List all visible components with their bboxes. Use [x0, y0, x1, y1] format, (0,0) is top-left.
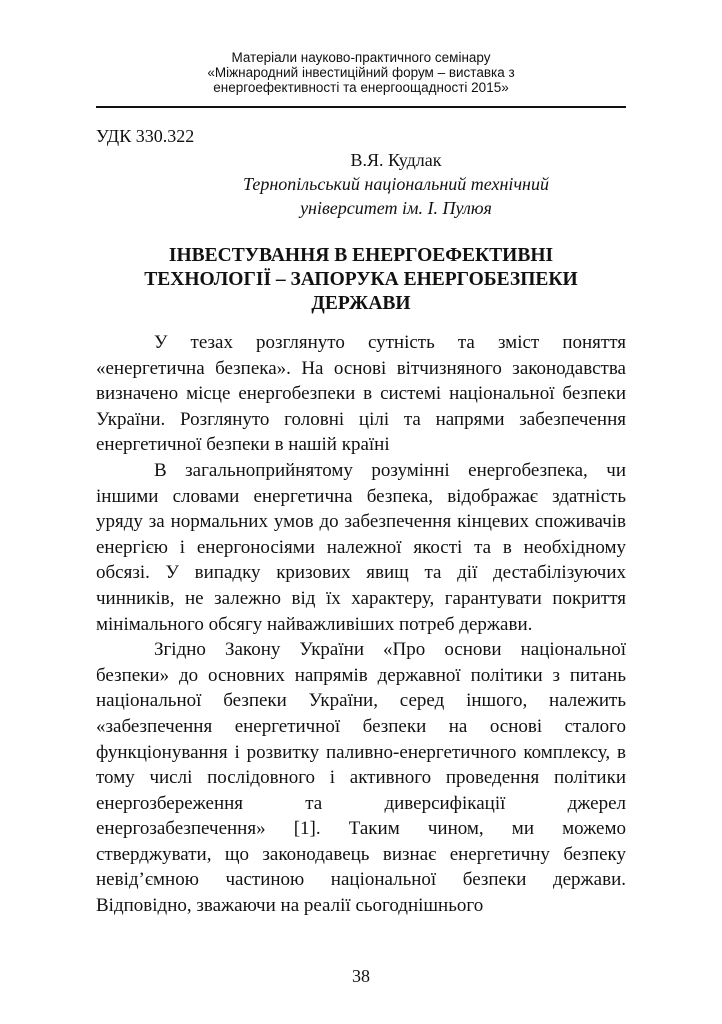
- author-name: В.Я. Кудлак: [350, 150, 442, 170]
- title-line-3: ДЕРЖАВИ: [311, 293, 411, 314]
- header-line-3: енергоефективності та енергоощадності 2015»: [213, 80, 509, 95]
- title-line-1: ІНВЕСТУВАННЯ В ЕНЕРГОЕФЕКТИВНІ: [168, 245, 554, 266]
- header-line-2: «Міжнародний інвестиційний форум – виставка з: [207, 65, 515, 80]
- udk-code: УДК 330.322: [96, 126, 195, 146]
- paper-title: [96, 244, 626, 316]
- page-number: 38: [352, 966, 370, 986]
- header-divider: [96, 106, 626, 108]
- body-paragraph: Згідно Закону України «Про основи національної безпеки» до основних напрямів державної політики з питань національної безпеки України, серед іншого, належить «забезпечення енергетичної безпеки на основі сталого функціонування і розвитку паливно-енергетичного комплексу, в тому числі послідовного і активного проведення політики енергозбереження та диверсифікації джерел енергозабезпечення» [1]. Таким чином, ми можемо стверджувати, що законодавець визнає енергетичну безпеку невід’ємною частиною національної безпеки держави. Відповідно, зважаючи на реалії сьогоднішнього: [96, 639, 626, 917]
- abstract-paragraph: У тезах розглянуто сутність та зміст поняття «енергетична безпека». На основі вітчизняного законодавства визначено місце енергобезпеки в системі національної безпеки України. Розглянуто головні цілі та напрями забезпечення енергетичної безпеки в нашій країні: [96, 332, 626, 456]
- affiliation-line-1: Тернопільський національний технічний: [243, 174, 549, 194]
- body-text: [96, 330, 626, 919]
- affiliation-line-2: університет ім. І. Пулюя: [300, 198, 492, 218]
- running-header: [96, 50, 626, 95]
- title-line-2: ТЕХНОЛОГІЇ – ЗАПОРУКА ЕНЕРГОБЕЗПЕКИ: [144, 269, 578, 290]
- header-line-1: Матеріали науково-практичного семінару: [231, 50, 491, 65]
- body-paragraph: В загальноприйнятому розумінні енергобезпека, чи іншими словами енергетична безпека, відображає здатність уряду за нормальних умов до забезпечення кінцевих споживачів енергією і енергоносіями належної якості та в необхідному обсязі. У випадку кризових явищ та дії дестабілізуючих чинників, не залежно від їх характеру, гарантувати покриття мінімального обсягу найважливіших потреб держави.: [96, 459, 626, 635]
